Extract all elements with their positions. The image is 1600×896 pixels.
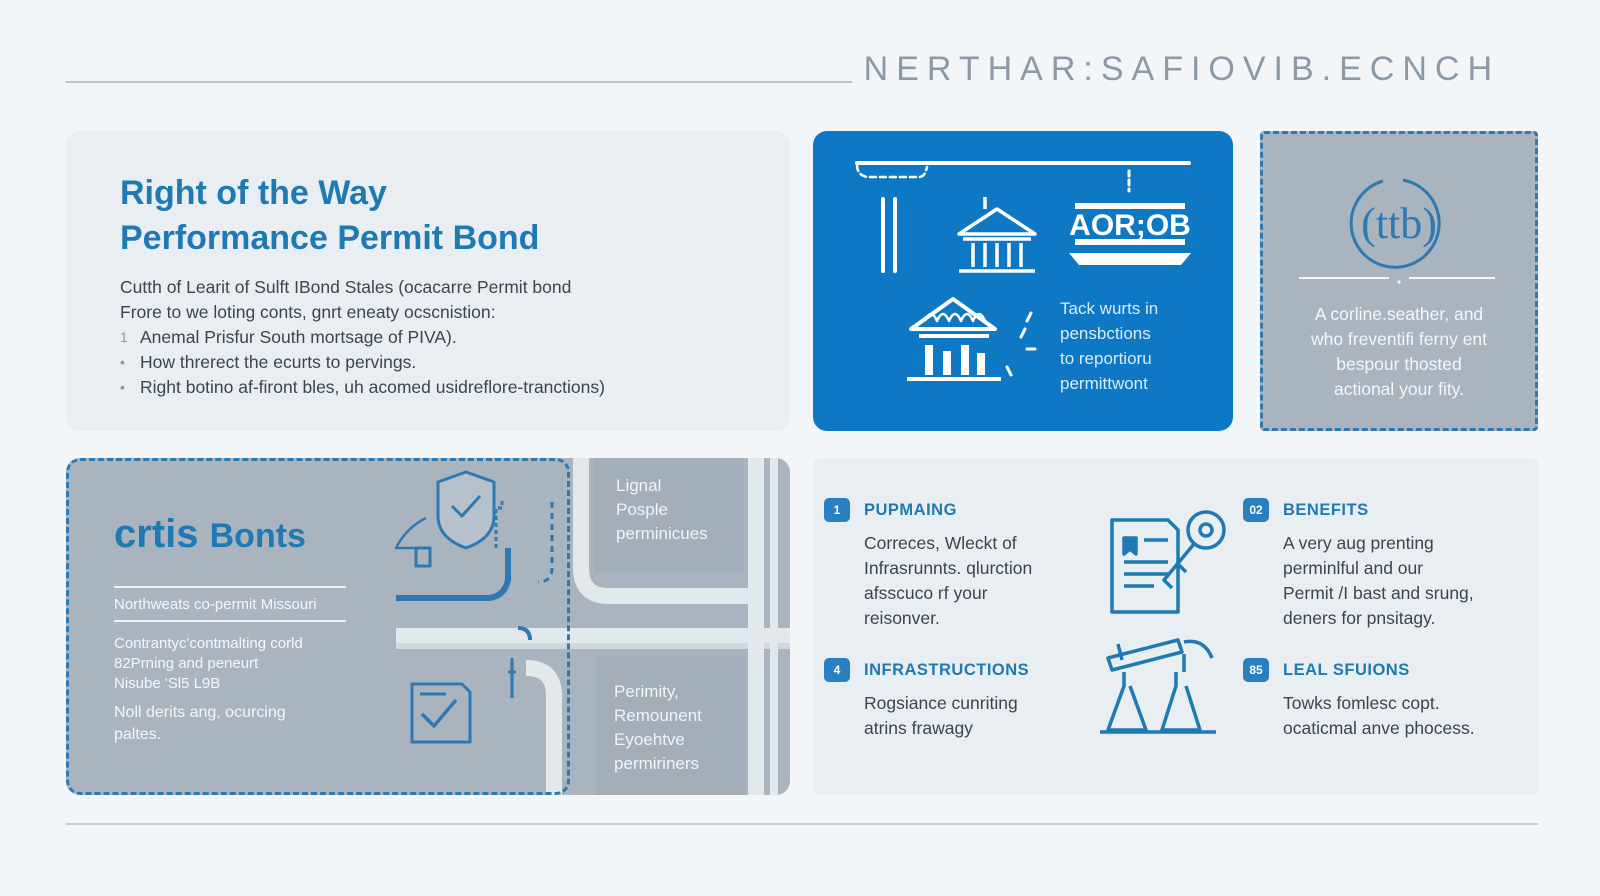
description-line: Nisube 'Sl5 L9B	[114, 675, 221, 692]
ttb-caption	[1263, 302, 1535, 402]
infrastructure-illustration	[813, 131, 1233, 431]
feature-label: LEAL SFUIONS	[1283, 660, 1410, 679]
feature-item	[1243, 498, 1474, 631]
title-line-1: Right of the Way	[120, 174, 387, 212]
feature-line: reisonver.	[864, 608, 940, 628]
label-line: Posple	[616, 500, 668, 519]
bank-building-icon	[907, 299, 1001, 379]
title-line-2: Performance Permit Bond	[120, 219, 540, 257]
list-item	[120, 375, 736, 400]
infrastructure-caption	[1060, 296, 1158, 396]
footer-divider	[66, 823, 1538, 825]
signboard-icon	[1069, 203, 1191, 265]
page-title	[120, 171, 736, 261]
feature-line: A very aug prenting	[1283, 533, 1434, 553]
feature-line: afsscuco rf your	[864, 583, 988, 603]
map-block-label-bottom	[614, 680, 702, 776]
intro-body	[120, 275, 736, 400]
feature-line: perminlful and our	[1283, 558, 1424, 578]
list-item	[120, 325, 736, 350]
feature-line: ocaticmal anve phocess.	[1283, 718, 1475, 738]
feature-item	[824, 498, 1032, 631]
feature-label: PUPMAING	[864, 500, 957, 519]
map-card-title-word: Bonts	[209, 517, 306, 555]
feature-number-badge: 02	[1243, 498, 1269, 522]
list-number: 1	[120, 329, 128, 345]
caption-line: actional your fity.	[1333, 379, 1464, 399]
intro-line-2: Frore to we loting conts, gnrt eneaty ocscnistion:	[120, 302, 496, 322]
feature-description	[1283, 531, 1474, 631]
intro-line-1: Cutth of Learit of Sulft IBond Stales (ocacarre Permit bond	[120, 277, 572, 297]
document-key-icon	[1112, 512, 1224, 612]
caption-line: A corline.seather, and	[1314, 304, 1484, 324]
feature-number-badge: 85	[1243, 658, 1269, 682]
feature-item	[824, 658, 1029, 741]
feature-description	[1283, 691, 1475, 741]
map-card-description	[114, 634, 303, 694]
feature-line: atrins frawagy	[864, 718, 973, 738]
feature-label: BENEFITS	[1283, 500, 1369, 519]
feature-line: Permit /I bast and srung,	[1283, 583, 1474, 603]
label-line: Lignal	[616, 476, 662, 495]
features-card	[814, 458, 1538, 795]
divider	[114, 620, 346, 622]
note-line: paltes.	[114, 726, 162, 743]
note-line: Noll derits ang, ocurcing	[114, 704, 286, 721]
feature-description	[864, 531, 1032, 631]
infrastructure-tower-icon	[1100, 640, 1216, 732]
label-line: perminicues	[616, 524, 708, 543]
map-card-title	[114, 512, 306, 557]
bullet-dot-icon: •	[120, 354, 125, 370]
map-card-note	[114, 702, 286, 746]
divider	[114, 586, 346, 588]
feature-number-badge: 4	[824, 658, 850, 682]
label-line: Perimity,	[614, 682, 679, 701]
feature-line: Rogsiance cunriting	[864, 693, 1018, 713]
caption-line: bespour thosted	[1336, 354, 1462, 374]
feature-line: Towks fomlesc copt.	[1283, 693, 1440, 713]
map-card-title-mark: crtis	[114, 512, 199, 556]
header-divider	[66, 81, 852, 83]
sign-label: AOR;OB	[1069, 209, 1191, 242]
description-line: 82Prning and peneurt	[114, 655, 259, 672]
bullet-dot-icon: •	[120, 379, 125, 395]
list-item-text: Anemal Prisfur South mortsage of PIVA).	[140, 327, 457, 347]
feature-item	[1243, 658, 1475, 741]
map-block-label-top	[616, 474, 708, 546]
list-item-text: Right botino af-firont bles, uh acomed usidreflore-tranctions)	[140, 377, 605, 397]
caption-line: Tack wurts in	[1060, 299, 1159, 318]
map-card	[66, 458, 790, 795]
caption-line: pensbctions	[1060, 324, 1151, 343]
intro-card	[66, 131, 790, 431]
infrastructure-panel	[813, 131, 1233, 431]
caption-line: who freventifi ferny ent	[1310, 329, 1488, 349]
feature-line: Correces, Wleckt of	[864, 533, 1017, 553]
description-line: Contrantyc'contmalting corld	[114, 635, 303, 652]
list-item-text: How threrect the ecurts to pervings.	[140, 352, 417, 372]
feature-line: Infrasrunnts. qlurction	[864, 558, 1033, 578]
feature-description	[864, 691, 1029, 741]
label-line: Remounent	[614, 706, 702, 725]
feature-line: deners for pnsitagy.	[1283, 608, 1436, 628]
map-card-subtitle: Northweats co-permit Missouri	[114, 596, 317, 613]
feature-number-badge: 1	[824, 498, 850, 522]
caption-line: permittwont	[1060, 374, 1148, 393]
ttb-card	[1260, 131, 1538, 431]
list-item	[120, 350, 736, 375]
label-line: Eyoehtve	[614, 730, 685, 749]
caption-line: to reportioru	[1060, 349, 1152, 368]
label-line: permiriners	[614, 754, 700, 773]
government-building-icon	[959, 197, 1035, 271]
brand-wordmark: NERTHAR:SAFIOVIB.ECNCH	[863, 50, 1500, 88]
feature-label: INFRASTRUCTIONS	[864, 660, 1030, 679]
ttb-logo-text: (ttb)	[1361, 199, 1437, 248]
